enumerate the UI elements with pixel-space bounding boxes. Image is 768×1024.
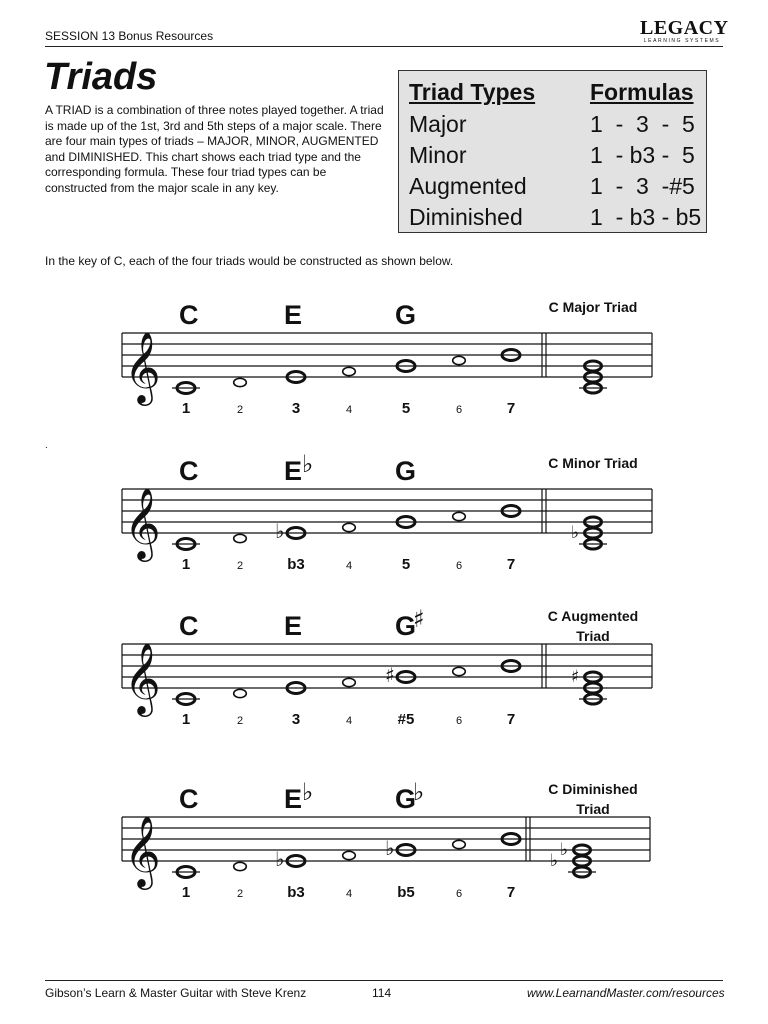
intro-paragraph: A TRIAD is a combination of three notes played together. A triad is made up of the 1st, 3rd and 5th steps of a major scale. There are four main types of triads – MAJOR, MINOR, AUGMENTED and DIMINISHED. This chart shows each triad type and the corresponding formula. These four triad types can be constructed from the major scale in any key. — [45, 103, 384, 195]
chord-name-label: Triad — [576, 628, 610, 644]
note-accidental: ♭ — [275, 519, 285, 543]
page-title: Triads — [44, 56, 158, 98]
scale-degree-label: 2 — [236, 715, 244, 727]
scale-degree-label: 6 — [455, 715, 463, 727]
whole-note — [234, 862, 247, 870]
lead-sentence: In the key of C, each of the four triads would be constructed as shown below. — [45, 254, 454, 268]
chord-tone-letter: G — [395, 784, 417, 814]
whole-note — [343, 851, 356, 859]
col-header-formulas: Formulas — [590, 79, 694, 105]
chord-tone-letter: C — [179, 784, 199, 814]
footer-course-title: Gibson’s Learn & Master Guitar with Steve Krenz — [45, 986, 307, 1000]
chord-tone-letter: E — [284, 456, 303, 486]
chord-accidental: ♭ — [571, 523, 580, 543]
chord-accidental: ♭ — [550, 851, 559, 871]
scale-degree-label: 5 — [401, 556, 411, 573]
scale-degree-label: 7 — [506, 711, 516, 728]
formula-cell: 1 - 3 - 5 — [590, 111, 695, 137]
whole-note — [343, 523, 356, 531]
chord-tone-accidental: ♯ — [413, 605, 425, 633]
page-number: 114 — [372, 986, 392, 1000]
scale-degree-label: 7 — [506, 400, 516, 417]
whole-note — [343, 678, 356, 686]
chord-tone-letter: C — [179, 300, 199, 330]
chord-tone-letter: E — [284, 784, 303, 814]
triad-type-cell: Minor — [409, 142, 467, 168]
whole-note — [453, 667, 466, 675]
formula-cell: 1 - b3 - b5 — [590, 204, 702, 230]
whole-note — [343, 367, 356, 375]
chord-tone-letter: C — [179, 456, 199, 486]
whole-note — [234, 534, 247, 542]
scale-degree-label: b3 — [287, 556, 305, 573]
chord-tone-accidental: ♭ — [302, 450, 314, 478]
whole-note — [234, 689, 247, 697]
scale-degree-label: 4 — [345, 404, 353, 416]
scale-degree-label: b3 — [287, 884, 305, 901]
whole-note — [234, 378, 247, 386]
chord-name-label: Triad — [576, 801, 610, 817]
chord-tone-letter: G — [395, 300, 417, 330]
chord-tone-accidental: ♭ — [302, 778, 314, 806]
scale-degree-label: 1 — [181, 711, 191, 728]
scale-degree-label: b5 — [397, 884, 415, 901]
footer-url: www.LearnandMaster.com/resources — [527, 986, 725, 1000]
whole-note — [453, 512, 466, 520]
chord-name-label: C Augmented — [547, 608, 639, 624]
chord-accidental: ♯ — [571, 667, 580, 687]
triad-type-cell: Augmented — [409, 173, 527, 199]
scale-degree-label: 2 — [236, 560, 244, 572]
scale-degree-label: 2 — [236, 404, 244, 416]
triad-type-cell: Diminished — [409, 204, 523, 230]
formula-cell: 1 - 3 -#5 — [590, 173, 695, 199]
scale-degree-label: 4 — [345, 560, 353, 572]
scale-degree-label: 1 — [181, 884, 191, 901]
chord-name-label: C Minor Triad — [548, 455, 638, 471]
scale-degree-label: 5 — [401, 400, 411, 417]
chord-tone-letter: E — [284, 611, 303, 641]
chord-tone-letter: E — [284, 300, 303, 330]
col-header-triad-types: Triad Types — [409, 79, 536, 105]
chord-name-label: C Diminished — [548, 781, 638, 797]
note-accidental: ♯ — [385, 663, 395, 687]
treble-clef-icon: 𝄞 — [124, 641, 161, 714]
chord-tone-letter: G — [395, 611, 417, 641]
chord-tone-accidental: ♭ — [413, 778, 425, 806]
whole-note — [453, 840, 466, 848]
scale-degree-label: 2 — [236, 888, 244, 900]
scale-degree-label: 7 — [506, 884, 516, 901]
scale-degree-label: 6 — [455, 560, 463, 572]
formula-cell: 1 - b3 - 5 — [590, 142, 695, 168]
scale-degree-label: 1 — [181, 556, 191, 573]
footer-divider — [45, 980, 723, 981]
logo-subtitle: LEARNING SYSTEMS — [643, 38, 721, 44]
note-accidental: ♭ — [275, 847, 285, 871]
chord-tone-letter: C — [179, 611, 199, 641]
note-accidental: ♭ — [385, 836, 395, 860]
treble-clef-icon: 𝄞 — [124, 814, 161, 887]
scale-degree-label: #5 — [397, 711, 415, 728]
chord-name-label: C Major Triad — [548, 299, 638, 315]
chord-tone-letter: G — [395, 456, 417, 486]
stray-mark: . — [45, 440, 48, 451]
whole-note — [453, 356, 466, 364]
session-label: SESSION 13 Bonus Resources — [45, 29, 214, 43]
scale-degree-label: 6 — [455, 888, 463, 900]
scale-degree-label: 6 — [455, 404, 463, 416]
treble-clef-icon: 𝄞 — [124, 486, 161, 559]
chord-accidental: ♭ — [560, 840, 569, 860]
scale-degree-label: 7 — [506, 556, 516, 573]
scale-degree-label: 3 — [291, 711, 301, 728]
scale-degree-label: 4 — [345, 715, 353, 727]
scale-degree-label: 4 — [345, 888, 353, 900]
scale-degree-label: 1 — [181, 400, 191, 417]
triad-type-cell: Major — [409, 111, 467, 137]
logo-word: LEGACY — [640, 17, 729, 39]
treble-clef-icon: 𝄞 — [124, 330, 161, 403]
scale-degree-label: 3 — [291, 400, 301, 417]
